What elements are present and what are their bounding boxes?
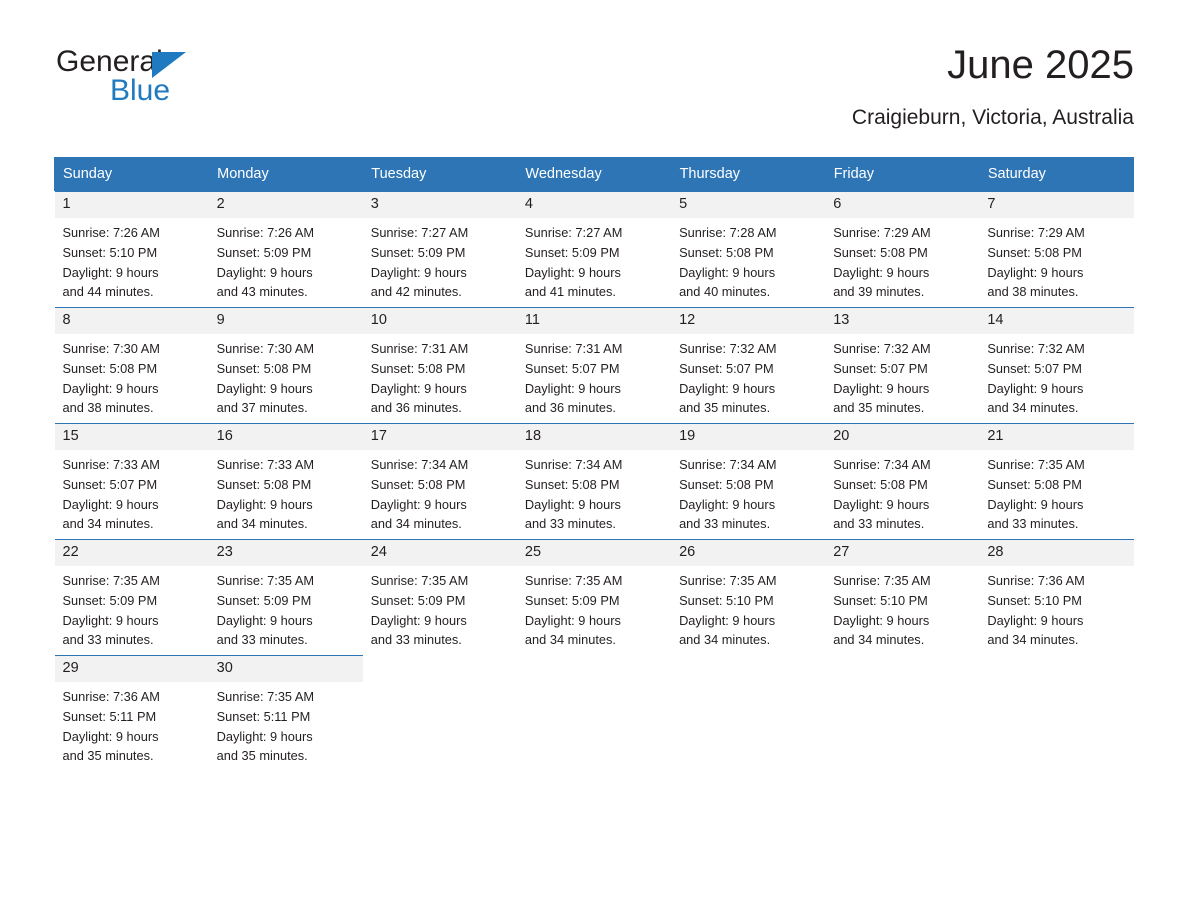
day-cell[interactable] bbox=[363, 191, 517, 308]
day-number: 23 bbox=[216, 544, 233, 560]
calendar-week-row bbox=[55, 539, 1134, 655]
sunset-text: Sunset: 5:08 PM bbox=[987, 244, 1082, 260]
sunset-text: Sunset: 5:07 PM bbox=[62, 476, 158, 492]
daylight-text-line2: and 43 minutes. bbox=[216, 284, 308, 300]
daylight-text-line2: and 35 minutes. bbox=[62, 748, 154, 764]
sunset-text: Sunset: 5:11 PM bbox=[216, 708, 311, 724]
weekday-header-tuesday: Tuesday bbox=[363, 158, 517, 191]
daylight-text-line1: Daylight: 9 hours bbox=[833, 380, 930, 396]
day-cell[interactable] bbox=[517, 191, 671, 308]
sunrise-text: Sunrise: 7:35 AM bbox=[216, 689, 315, 704]
daylight-text-line2: and 33 minutes. bbox=[216, 632, 308, 648]
day-cell[interactable] bbox=[825, 191, 979, 308]
day-number: 1 bbox=[62, 196, 71, 212]
weekday-header-saturday: Saturday bbox=[979, 158, 1133, 191]
daylight-text-line1: Daylight: 9 hours bbox=[987, 612, 1084, 628]
sunrise-text: Sunrise: 7:36 AM bbox=[62, 689, 160, 704]
sunrise-text: Sunrise: 7:36 AM bbox=[987, 573, 1085, 588]
day-number: 14 bbox=[987, 312, 1004, 328]
daylight-text-line2: and 33 minutes. bbox=[987, 516, 1079, 532]
day-cell[interactable] bbox=[671, 191, 825, 308]
day-number: 15 bbox=[62, 428, 79, 444]
daylight-text-line1: Daylight: 9 hours bbox=[216, 264, 313, 280]
daylight-text-line1: Daylight: 9 hours bbox=[833, 612, 930, 628]
sunrise-text: Sunrise: 7:35 AM bbox=[370, 573, 469, 588]
day-cell[interactable] bbox=[209, 191, 363, 308]
day-number: 26 bbox=[679, 544, 696, 560]
day-cell[interactable] bbox=[209, 423, 363, 539]
daylight-text-line1: Daylight: 9 hours bbox=[524, 264, 621, 280]
page-title: June 2025 bbox=[947, 43, 1134, 87]
daylight-text-line2: and 36 minutes. bbox=[524, 400, 616, 416]
day-cell-empty bbox=[517, 655, 671, 771]
day-cell[interactable] bbox=[363, 307, 517, 423]
sunset-text: Sunset: 5:07 PM bbox=[987, 360, 1082, 376]
daylight-text-line1: Daylight: 9 hours bbox=[370, 264, 467, 280]
sunset-text: Sunset: 5:09 PM bbox=[216, 592, 312, 608]
sunrise-text: Sunrise: 7:35 AM bbox=[987, 457, 1085, 472]
daylight-text-line2: and 34 minutes. bbox=[987, 400, 1079, 416]
sunrise-text: Sunrise: 7:29 AM bbox=[833, 225, 931, 240]
daylight-text-line2: and 34 minutes. bbox=[216, 516, 308, 532]
day-number: 13 bbox=[833, 312, 850, 328]
sunrise-text: Sunrise: 7:34 AM bbox=[524, 457, 623, 472]
daylight-text-line1: Daylight: 9 hours bbox=[833, 496, 930, 512]
sunset-text: Sunset: 5:10 PM bbox=[62, 244, 158, 260]
sunset-text: Sunset: 5:10 PM bbox=[679, 592, 774, 608]
day-cell-empty bbox=[671, 655, 825, 771]
day-cell[interactable] bbox=[979, 539, 1133, 655]
sunset-text: Sunset: 5:08 PM bbox=[370, 476, 466, 492]
weekday-header-monday: Monday bbox=[209, 158, 363, 191]
day-cell[interactable] bbox=[55, 655, 209, 771]
sunset-text: Sunset: 5:08 PM bbox=[62, 360, 158, 376]
day-cell[interactable] bbox=[55, 423, 209, 539]
logo-triangle-icon bbox=[152, 52, 186, 78]
sunset-text: Sunset: 5:09 PM bbox=[62, 592, 158, 608]
weekday-header-friday: Friday bbox=[825, 158, 979, 191]
calendar-week-row bbox=[55, 423, 1134, 539]
daylight-text-line1: Daylight: 9 hours bbox=[524, 496, 621, 512]
daylight-text-line1: Daylight: 9 hours bbox=[216, 612, 313, 628]
sunrise-text: Sunrise: 7:32 AM bbox=[987, 341, 1085, 356]
day-number: 27 bbox=[833, 544, 850, 560]
day-cell[interactable] bbox=[517, 307, 671, 423]
day-number: 8 bbox=[62, 312, 71, 328]
daylight-text-line2: and 38 minutes. bbox=[62, 400, 154, 416]
sunrise-text: Sunrise: 7:32 AM bbox=[679, 341, 777, 356]
sunrise-text: Sunrise: 7:26 AM bbox=[216, 225, 315, 240]
day-cell[interactable] bbox=[517, 539, 671, 655]
day-cell[interactable] bbox=[55, 539, 209, 655]
daylight-text-line1: Daylight: 9 hours bbox=[679, 496, 776, 512]
day-number: 24 bbox=[370, 544, 387, 560]
day-cell[interactable] bbox=[55, 191, 209, 308]
daylight-text-line2: and 35 minutes. bbox=[833, 400, 925, 416]
daylight-text-line2: and 41 minutes. bbox=[524, 284, 616, 300]
day-cell[interactable] bbox=[979, 191, 1133, 308]
daylight-text-line1: Daylight: 9 hours bbox=[524, 612, 621, 628]
daylight-text-line2: and 34 minutes. bbox=[987, 632, 1079, 648]
day-number: 30 bbox=[216, 660, 233, 676]
sunset-text: Sunset: 5:07 PM bbox=[524, 360, 620, 376]
logo-text-general: General bbox=[56, 45, 163, 78]
sunset-text: Sunset: 5:10 PM bbox=[987, 592, 1082, 608]
day-number: 29 bbox=[62, 660, 79, 676]
sunrise-text: Sunrise: 7:31 AM bbox=[370, 341, 469, 356]
daylight-text-line2: and 44 minutes. bbox=[62, 284, 154, 300]
day-number: 20 bbox=[833, 428, 850, 444]
daylight-text-line1: Daylight: 9 hours bbox=[987, 496, 1084, 512]
sunset-text: Sunset: 5:08 PM bbox=[216, 360, 312, 376]
day-number: 16 bbox=[216, 428, 233, 444]
day-number: 17 bbox=[370, 428, 387, 444]
sunset-text: Sunset: 5:09 PM bbox=[370, 244, 466, 260]
daylight-text-line2: and 34 minutes. bbox=[679, 632, 771, 648]
day-cell[interactable] bbox=[55, 307, 209, 423]
sunset-text: Sunset: 5:09 PM bbox=[216, 244, 312, 260]
sunrise-text: Sunrise: 7:34 AM bbox=[833, 457, 931, 472]
sunrise-text: Sunrise: 7:27 AM bbox=[524, 225, 623, 240]
location-subtitle: Craigieburn, Victoria, Australia bbox=[851, 106, 1134, 129]
sunrise-text: Sunrise: 7:35 AM bbox=[216, 573, 315, 588]
sunrise-text: Sunrise: 7:29 AM bbox=[987, 225, 1085, 240]
day-cell[interactable] bbox=[517, 423, 671, 539]
day-number: 25 bbox=[524, 544, 542, 560]
daylight-text-line1: Daylight: 9 hours bbox=[216, 728, 313, 744]
sunset-text: Sunset: 5:07 PM bbox=[833, 360, 928, 376]
general-blue-logo bbox=[56, 46, 256, 110]
day-cell[interactable] bbox=[825, 307, 979, 423]
day-cell[interactable] bbox=[209, 539, 363, 655]
day-cell[interactable] bbox=[363, 539, 517, 655]
daylight-text-line2: and 35 minutes. bbox=[216, 748, 308, 764]
day-cell[interactable] bbox=[671, 539, 825, 655]
day-cell-empty bbox=[363, 655, 517, 771]
sunrise-text: Sunrise: 7:31 AM bbox=[524, 341, 623, 356]
daylight-text-line1: Daylight: 9 hours bbox=[62, 496, 159, 512]
day-number: 21 bbox=[987, 428, 1004, 444]
daylight-text-line2: and 34 minutes. bbox=[524, 632, 616, 648]
sunset-text: Sunset: 5:09 PM bbox=[524, 244, 620, 260]
sunset-text: Sunset: 5:08 PM bbox=[987, 476, 1082, 492]
daylight-text-line2: and 33 minutes. bbox=[679, 516, 771, 532]
daylight-text-line2: and 38 minutes. bbox=[987, 284, 1079, 300]
day-cell[interactable] bbox=[671, 307, 825, 423]
daylight-text-line1: Daylight: 9 hours bbox=[524, 380, 621, 396]
sunset-text: Sunset: 5:08 PM bbox=[833, 244, 928, 260]
sunset-text: Sunset: 5:09 PM bbox=[524, 592, 620, 608]
daylight-text-line1: Daylight: 9 hours bbox=[62, 380, 159, 396]
daylight-text-line1: Daylight: 9 hours bbox=[62, 728, 159, 744]
calendar-week-row bbox=[55, 655, 1134, 771]
sunset-text: Sunset: 5:08 PM bbox=[679, 244, 774, 260]
sunrise-text: Sunrise: 7:26 AM bbox=[62, 225, 160, 240]
daylight-text-line2: and 33 minutes. bbox=[833, 516, 925, 532]
daylight-text-line2: and 33 minutes. bbox=[524, 516, 616, 532]
daylight-text-line1: Daylight: 9 hours bbox=[987, 264, 1084, 280]
logo-text-blue: Blue bbox=[110, 74, 171, 107]
daylight-text-line2: and 34 minutes. bbox=[62, 516, 154, 532]
sunrise-text: Sunrise: 7:27 AM bbox=[370, 225, 469, 240]
weekday-header-wednesday: Wednesday bbox=[517, 158, 671, 191]
sunrise-text: Sunrise: 7:35 AM bbox=[62, 573, 160, 588]
day-cell-empty bbox=[979, 655, 1133, 771]
daylight-text-line1: Daylight: 9 hours bbox=[216, 380, 313, 396]
sunset-text: Sunset: 5:09 PM bbox=[370, 592, 466, 608]
day-number: 18 bbox=[524, 428, 542, 444]
daylight-text-line2: and 34 minutes. bbox=[370, 516, 462, 532]
daylight-text-line1: Daylight: 9 hours bbox=[216, 496, 313, 512]
sunrise-text: Sunrise: 7:32 AM bbox=[833, 341, 931, 356]
day-number: 22 bbox=[62, 544, 79, 560]
sunset-text: Sunset: 5:08 PM bbox=[216, 476, 312, 492]
calendar-week-row bbox=[55, 307, 1134, 423]
daylight-text-line1: Daylight: 9 hours bbox=[370, 612, 467, 628]
sunset-text: Sunset: 5:11 PM bbox=[62, 708, 157, 724]
day-number: 4 bbox=[524, 196, 533, 212]
sunset-text: Sunset: 5:08 PM bbox=[833, 476, 928, 492]
sunrise-text: Sunrise: 7:33 AM bbox=[62, 457, 160, 472]
day-cell[interactable] bbox=[979, 423, 1133, 539]
sunrise-text: Sunrise: 7:33 AM bbox=[216, 457, 315, 472]
daylight-text-line2: and 34 minutes. bbox=[833, 632, 925, 648]
daylight-text-line2: and 37 minutes. bbox=[216, 400, 308, 416]
daylight-text-line2: and 40 minutes. bbox=[679, 284, 771, 300]
weekday-header-row bbox=[55, 158, 1134, 191]
sunrise-text: Sunrise: 7:34 AM bbox=[370, 457, 469, 472]
sunrise-text: Sunrise: 7:35 AM bbox=[833, 573, 931, 588]
daylight-text-line1: Daylight: 9 hours bbox=[370, 496, 467, 512]
sunrise-text: Sunrise: 7:28 AM bbox=[679, 225, 777, 240]
sunset-text: Sunset: 5:08 PM bbox=[524, 476, 620, 492]
daylight-text-line2: and 35 minutes. bbox=[679, 400, 771, 416]
daylight-text-line1: Daylight: 9 hours bbox=[679, 380, 776, 396]
day-number: 3 bbox=[370, 196, 379, 212]
daylight-text-line1: Daylight: 9 hours bbox=[62, 264, 159, 280]
weekday-header-thursday: Thursday bbox=[671, 158, 825, 191]
day-number: 10 bbox=[370, 312, 387, 328]
day-number: 5 bbox=[679, 196, 688, 212]
daylight-text-line1: Daylight: 9 hours bbox=[987, 380, 1084, 396]
daylight-text-line2: and 39 minutes. bbox=[833, 284, 925, 300]
sunset-text: Sunset: 5:08 PM bbox=[370, 360, 466, 376]
day-number: 28 bbox=[987, 544, 1004, 560]
daylight-text-line2: and 42 minutes. bbox=[370, 284, 462, 300]
daylight-text-line1: Daylight: 9 hours bbox=[679, 264, 776, 280]
sunset-text: Sunset: 5:07 PM bbox=[679, 360, 774, 376]
day-cell[interactable] bbox=[979, 307, 1133, 423]
sunrise-text: Sunrise: 7:30 AM bbox=[216, 341, 315, 356]
day-number: 7 bbox=[987, 196, 996, 212]
sunrise-text: Sunrise: 7:35 AM bbox=[679, 573, 777, 588]
sunrise-text: Sunrise: 7:30 AM bbox=[62, 341, 160, 356]
day-cell[interactable] bbox=[209, 307, 363, 423]
sunrise-text: Sunrise: 7:34 AM bbox=[679, 457, 777, 472]
daylight-text-line1: Daylight: 9 hours bbox=[370, 380, 467, 396]
day-number: 2 bbox=[216, 196, 225, 212]
daylight-text-line1: Daylight: 9 hours bbox=[833, 264, 930, 280]
day-number: 12 bbox=[679, 312, 696, 328]
month-calendar bbox=[54, 157, 1134, 771]
page-header bbox=[54, 0, 1134, 129]
daylight-text-line1: Daylight: 9 hours bbox=[62, 612, 159, 628]
weekday-header-sunday: Sunday bbox=[55, 158, 209, 191]
sunset-text: Sunset: 5:10 PM bbox=[833, 592, 928, 608]
sunset-text: Sunset: 5:08 PM bbox=[679, 476, 774, 492]
day-cell[interactable] bbox=[825, 423, 979, 539]
daylight-text-line2: and 33 minutes. bbox=[370, 632, 462, 648]
daylight-text-line1: Daylight: 9 hours bbox=[679, 612, 776, 628]
day-number: 11 bbox=[524, 312, 540, 328]
daylight-text-line2: and 36 minutes. bbox=[370, 400, 462, 416]
day-cell[interactable] bbox=[825, 539, 979, 655]
calendar-week-row bbox=[55, 191, 1134, 308]
day-cell-empty bbox=[825, 655, 979, 771]
day-number: 6 bbox=[833, 196, 842, 212]
daylight-text-line2: and 33 minutes. bbox=[62, 632, 154, 648]
day-cell[interactable] bbox=[209, 655, 363, 771]
day-number: 9 bbox=[216, 312, 225, 328]
day-cell[interactable] bbox=[671, 423, 825, 539]
sunrise-text: Sunrise: 7:35 AM bbox=[524, 573, 623, 588]
day-cell[interactable] bbox=[363, 423, 517, 539]
day-number: 19 bbox=[679, 428, 696, 444]
